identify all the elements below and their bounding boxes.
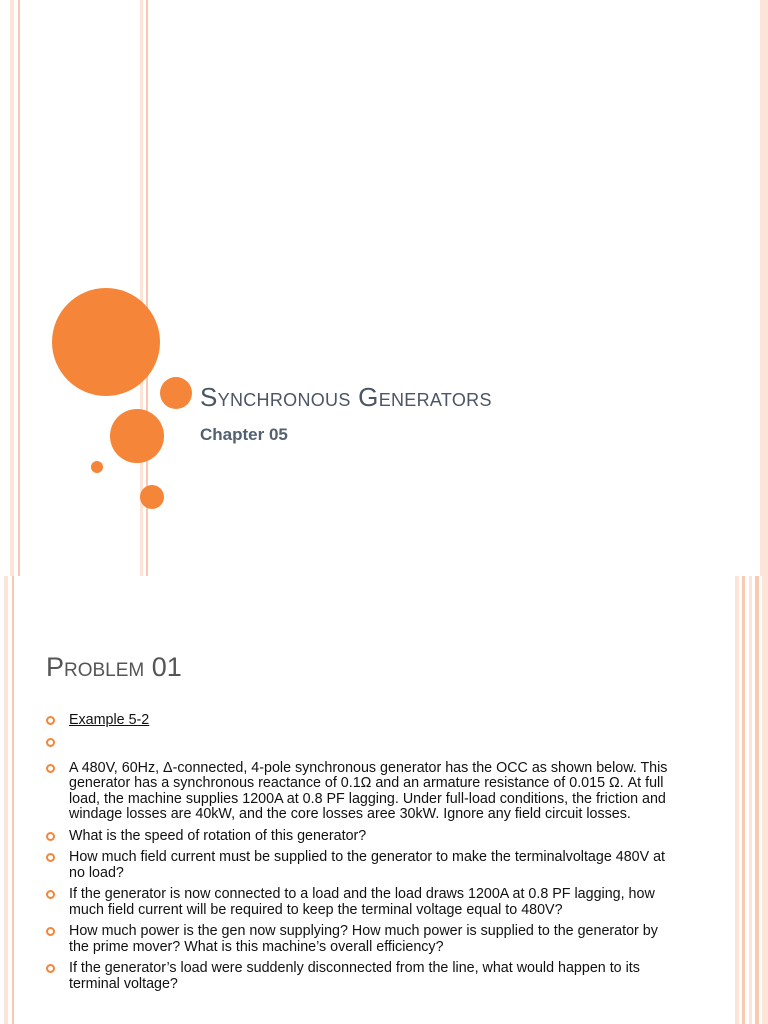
decorative-stripe <box>18 0 20 576</box>
bullet-item <box>46 887 676 918</box>
question-text: If the generator is now connected to a load and the load draws 1200A at 0.8 PF lagging, how much field current will be required to keep the terminal voltage equal to 480V? <box>69 886 655 918</box>
question-text: How much power is the gen now supplying? How much power is supplied to the generator by the prime mover? What is this machine’s overall efficiency? <box>69 923 658 955</box>
bullet-circle-icon <box>46 738 55 747</box>
decorative-circle-medium <box>160 377 192 409</box>
bullet-item <box>46 713 676 729</box>
bullet-item <box>46 829 676 845</box>
decorative-circle-large <box>52 288 160 396</box>
bullet-circle-icon <box>46 964 55 973</box>
decorative-stripe <box>12 576 14 1024</box>
problem-bullet-list <box>46 713 676 998</box>
decorative-circle-medium <box>110 409 164 463</box>
decorative-circle-small <box>91 461 103 473</box>
question-text: What is the speed of rotation of this generator? <box>69 827 367 844</box>
decorative-stripe <box>749 576 752 1024</box>
bullet-circle-icon <box>46 764 55 773</box>
bullet-circle-icon <box>46 832 55 841</box>
bullet-circle-icon <box>46 853 55 862</box>
bullet-item <box>46 924 676 955</box>
decorative-stripe <box>10 0 14 576</box>
example-reference: Example 5-2 <box>69 712 150 728</box>
question-text: How much field current must be supplied to the generator to make the terminalvoltage 480V at no load? <box>69 849 666 881</box>
bullet-item <box>46 961 676 992</box>
decorative-stripe <box>755 576 759 1024</box>
bullet-item <box>46 735 676 755</box>
decorative-stripe <box>760 0 768 576</box>
decorative-circle-small <box>140 485 164 509</box>
decorative-stripe <box>735 576 739 1024</box>
bullet-item <box>46 761 676 823</box>
slide-subtitle: Chapter 05 <box>200 425 288 444</box>
bullet-circle-icon <box>46 890 55 899</box>
problem-slide <box>0 576 768 1024</box>
decorative-stripe <box>762 576 768 1024</box>
decorative-stripe <box>742 576 745 1024</box>
decorative-stripe <box>4 576 8 1024</box>
slide-title: Synchronous Generators <box>200 382 492 412</box>
bullet-circle-icon <box>46 927 55 936</box>
problem-title: Problem 01 <box>46 652 182 682</box>
bullet-circle-icon <box>46 716 55 725</box>
bullet-item <box>46 850 676 881</box>
problem-statement: A 480V, 60Hz, Δ-connected, 4-pole synchronous generator has the OCC as shown below. This generator has a synchronous reactance of 0.1Ω and an armature resistance of 0.015 Ω. At full load, the machine supplies 1200A at 0.8 PF lagging. Under full-load conditions, the friction and windage losses are 40kW, and the core losses aree 30kW. Ignore any field circuit losses. <box>69 759 668 822</box>
question-text: If the generator’s load were suddenly disconnected from the line, what would happen to its terminal voltage? <box>69 960 640 992</box>
